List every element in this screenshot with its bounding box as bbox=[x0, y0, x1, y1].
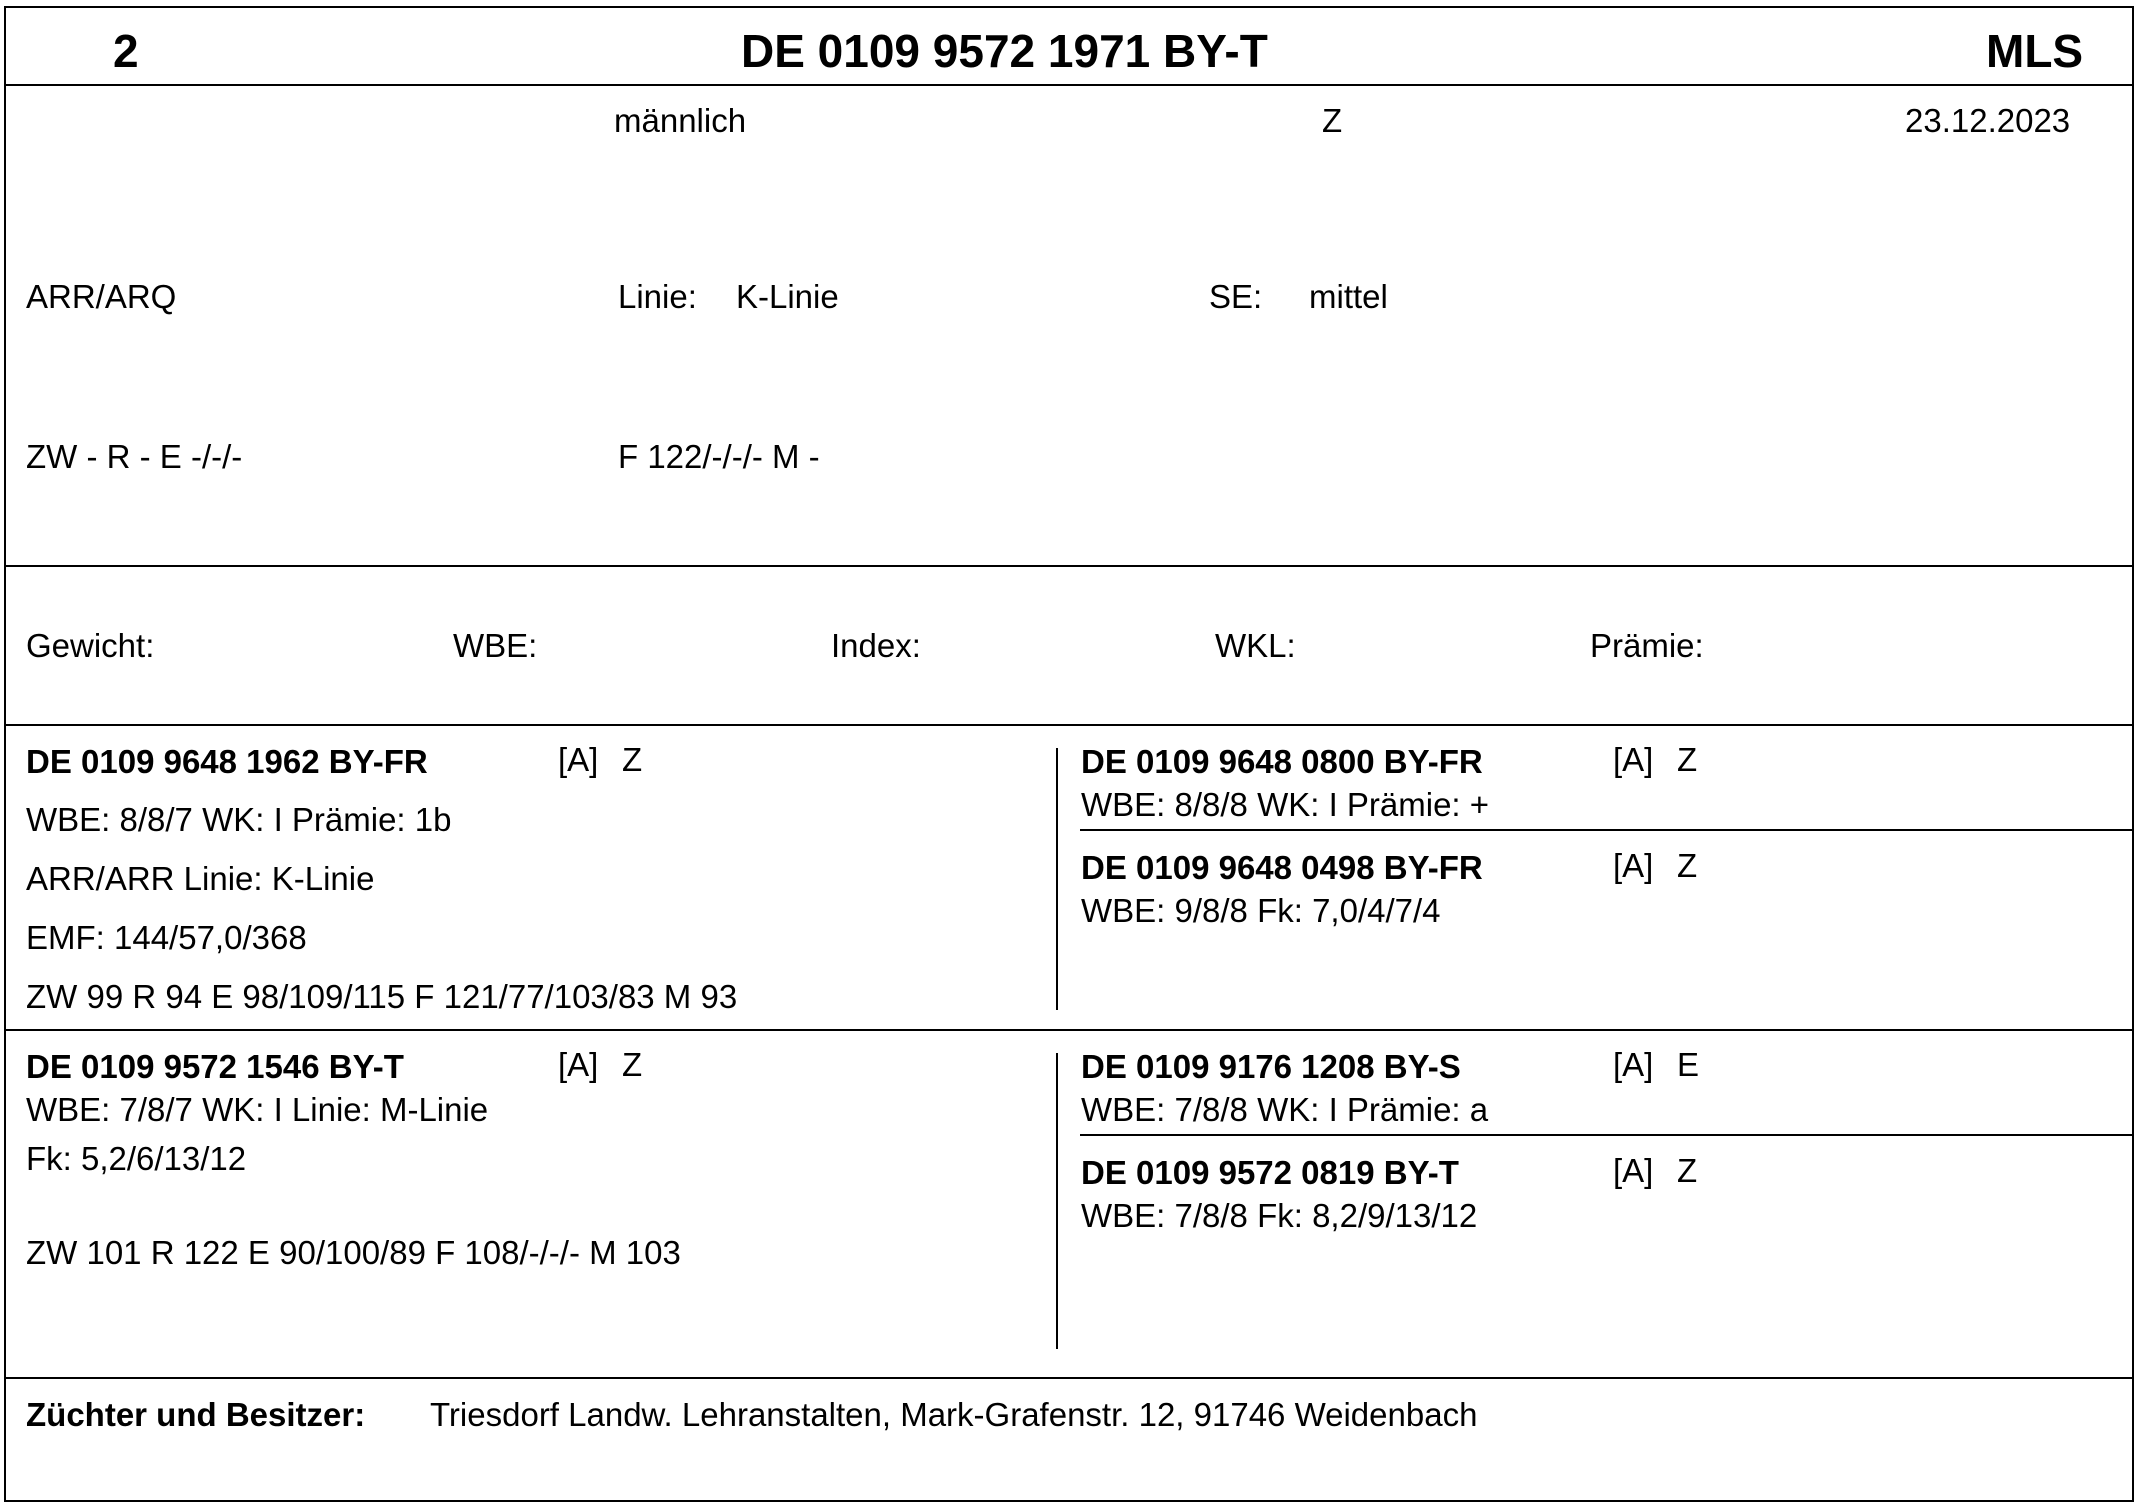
dam-parent-2-tag: [A] bbox=[1613, 1152, 1654, 1189]
owner-value: Triesdorf Landw. Lehranstalten, Mark-Grafenstr. 12, 91746 Weidenbach bbox=[430, 1396, 1478, 1433]
zw-values: ZW - R - E -/-/- bbox=[26, 438, 243, 475]
sire-mark: Z bbox=[622, 741, 643, 778]
sire-parent-2-tag: [A] bbox=[1613, 847, 1654, 884]
sire-parent-2-id: DE 0109 9648 0498 BY-FR bbox=[1081, 849, 1483, 886]
dam-parent-1-line: WBE: 7/8/8 WK: I Prämie: a bbox=[1081, 1091, 1489, 1128]
sire-parents-divider bbox=[1080, 829, 2134, 831]
owner-divider bbox=[4, 1377, 2134, 1379]
dam-vertical-divider bbox=[1056, 1053, 1058, 1349]
dam-parent-2-mark: Z bbox=[1677, 1152, 1698, 1189]
sex: männlich bbox=[614, 102, 747, 139]
sire-dam-divider bbox=[4, 1029, 2134, 1031]
sire-parent-1-line: WBE: 8/8/8 WK: I Prämie: + bbox=[1081, 786, 1490, 823]
dam-line-2: Fk: 5,2/6/13/12 bbox=[26, 1140, 247, 1177]
dam-parent-1-tag: [A] bbox=[1613, 1046, 1654, 1083]
sire-line-3: EMF: 144/57,0/368 bbox=[26, 919, 307, 956]
header-divider bbox=[4, 84, 2134, 86]
dam-id: DE 0109 9572 1546 BY-T bbox=[26, 1048, 404, 1085]
catalog-number: 2 bbox=[113, 25, 139, 77]
dam-line-1: WBE: 7/8/7 WK: I Linie: M-Linie bbox=[26, 1091, 489, 1128]
mark: Z bbox=[1322, 102, 1343, 139]
sire-parent-1-id: DE 0109 9648 0800 BY-FR bbox=[1081, 743, 1483, 780]
praemie-label: Prämie: bbox=[1590, 627, 1704, 664]
date: 23.12.2023 bbox=[1905, 102, 2071, 139]
f-values: F 122/-/-/- M - bbox=[618, 438, 820, 475]
se-label: SE: bbox=[1209, 278, 1263, 315]
dam-parent-1-id: DE 0109 9176 1208 BY-S bbox=[1081, 1048, 1461, 1085]
dam-parent-2-id: DE 0109 9572 0819 BY-T bbox=[1081, 1154, 1459, 1191]
sire-tag: [A] bbox=[558, 741, 599, 778]
owner-label: Züchter und Besitzer: bbox=[26, 1396, 366, 1433]
wbe-label: WBE: bbox=[453, 627, 538, 664]
animal-id: DE 0109 9572 1971 BY-T bbox=[741, 25, 1268, 77]
dam-mark: Z bbox=[622, 1046, 643, 1083]
index-label: Index: bbox=[831, 627, 921, 664]
sire-parent-1-mark: Z bbox=[1677, 741, 1698, 778]
arr-genotype: ARR/ARQ bbox=[26, 278, 177, 315]
sire-parent-1-tag: [A] bbox=[1613, 741, 1654, 778]
dam-parents-divider bbox=[1080, 1134, 2134, 1136]
sire-parent-2-mark: Z bbox=[1677, 847, 1698, 884]
gewicht-label: Gewicht: bbox=[26, 627, 155, 664]
dam-parent-1-mark: E bbox=[1677, 1046, 1700, 1083]
se-value: mittel bbox=[1309, 278, 1388, 315]
breed-code: MLS bbox=[1986, 25, 2084, 77]
sire-line-2: ARR/ARR Linie: K-Linie bbox=[26, 860, 375, 897]
metrics-divider bbox=[4, 724, 2134, 726]
dam-line-3: ZW 101 R 122 E 90/100/89 F 108/-/-/- M 103 bbox=[26, 1234, 681, 1271]
dam-tag: [A] bbox=[558, 1046, 599, 1083]
linie-label: Linie: bbox=[618, 278, 697, 315]
dam-parent-2-line: WBE: 7/8/8 Fk: 8,2/9/13/12 bbox=[1081, 1197, 1478, 1234]
wkl-label: WKL: bbox=[1215, 627, 1296, 664]
sire-vertical-divider bbox=[1056, 748, 1058, 1010]
info-divider bbox=[4, 565, 2134, 567]
sire-line-4: ZW 99 R 94 E 98/109/115 F 121/77/103/83 M 93 bbox=[26, 978, 738, 1015]
linie-value: K-Linie bbox=[736, 278, 839, 315]
sire-parent-2-line: WBE: 9/8/8 Fk: 7,0/4/7/4 bbox=[1081, 892, 1441, 929]
sire-id: DE 0109 9648 1962 BY-FR bbox=[26, 743, 428, 780]
sire-line-1: WBE: 8/8/7 WK: I Prämie: 1b bbox=[26, 801, 452, 838]
